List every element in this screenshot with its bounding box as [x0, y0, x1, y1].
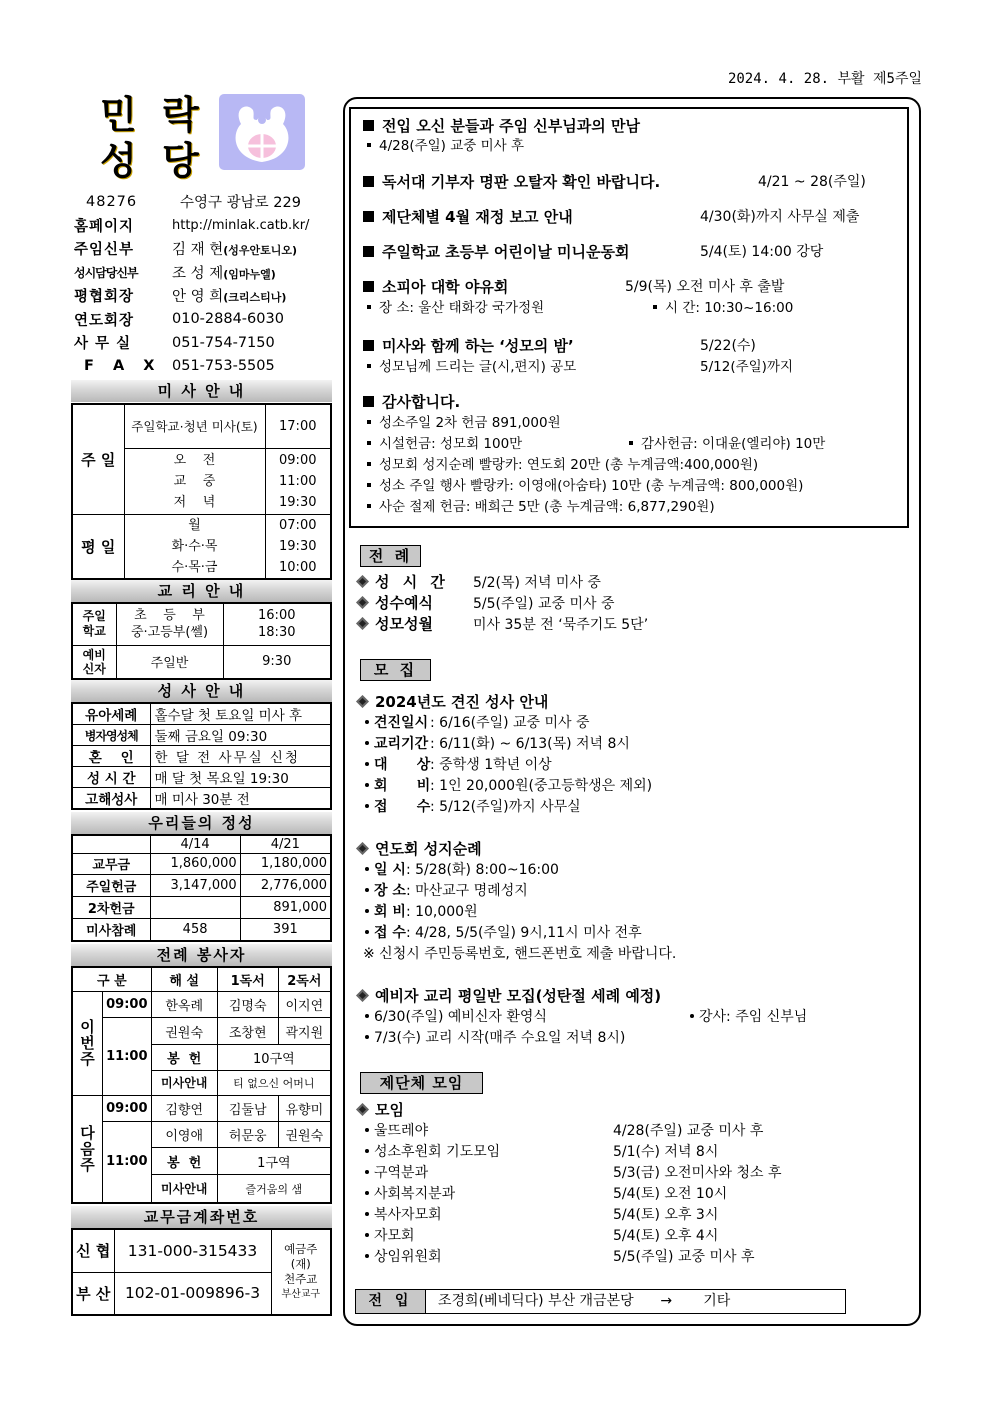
sacrament-row: 혼 인 한 달 전 사무실 신청 [72, 746, 331, 767]
announcement: 전입 오신 분들과 주임 신부님과의 만남 [363, 116, 899, 137]
offering-row: 주일헌금 3,147,000 2,776,000 [72, 875, 331, 897]
parish-title-line1: 민 락 [100, 92, 205, 137]
sat-mass-time: 17:00 [265, 404, 331, 448]
announcement: 독서대 기부자 명판 오탈자 확인 바랍니다. 4/21 ~ 28(주일) [363, 172, 899, 193]
weekday-mass-names: 월 화·수·목 수·목·금 [124, 514, 265, 579]
recruit-tag: 모 집 [360, 659, 431, 681]
liturgy-item: 성수예식 5/5(주일) 교중 미사 중 [355, 593, 905, 614]
confirmation-section: 2024년도 견진 성사 안내 견진일시 : 6/16(주일) 교중 미사 중 교리기간 : 6/11(화) ~ 6/13(목) 저녁 8시 대 상: 중학생 1학년 이상 회 비: 1인 20,000원(중고등학생은 제외) 접 수: 5/12(주일)까지 사무실 [355, 692, 905, 818]
sat-mass-name: 주일학교·청년 미사(토) [124, 404, 265, 448]
catechumen-label: 예비신자 [72, 645, 116, 679]
group-item: 사회복지분과 5/4(토) 오전 10시 [355, 1184, 905, 1205]
announcement: 제단체별 4월 재정 보고 안내 4/30(화)까지 사무실 제출 [363, 207, 899, 228]
school-names: 초 등 부 중·고등부(쎌) [116, 603, 223, 645]
liturgy-section [355, 572, 905, 635]
servers-table: 구 분 해 설 1독서 2독서 이번주 09:00 한옥례 김명숙 이지연 11:00 권원숙 조창현 곽지원 봉 헌 10구역 미사안내 티 없으신 어머니 다음주 09:00 김향연 김둘남 유향미 11:00 이영애 허문웅 권원숙 봉 헌 1구역 미사안내 즐거움의 샘 [71, 966, 332, 1204]
announcement: 미사와 함께 하는 ‘성모의 밤’ 5/22(수) [363, 336, 899, 357]
info-row: 평협회장 안 영 희(크리스티나) [74, 289, 287, 306]
announcement: 주일학교 초등부 어린이날 미니운동회 5/4(토) 14:00 강당 [363, 242, 899, 263]
confirmation-item: 회 비: 1인 20,000원(중고등학생은 제외) [355, 776, 905, 797]
offerings-table [71, 834, 332, 942]
catechumen-class: 주일반 [116, 645, 223, 679]
mass-table [71, 403, 332, 580]
sunday-mass-times: 09:00 11:00 19:30 [265, 448, 331, 514]
confirmation-item: 교리기간 : 6/11(화) ~ 6/13(목) 저녁 8시 [355, 734, 905, 755]
sunday-mass-names: 오 전 교 중 저 녁 [124, 448, 265, 514]
info-row: 48276 수영구 광남로 229 [86, 193, 301, 212]
group-item: 상임위원회 5/5(주일) 교중 미사 후 [355, 1247, 905, 1268]
parish-info [74, 190, 336, 378]
confirmation-item: 대 상: 중학생 1학년 이상 [355, 755, 905, 776]
sacrament-row: 병자영성체 둘째 금요일 09:30 [72, 725, 331, 746]
servers-header-row: 구 분 해 설 1독서 2독서 [72, 967, 331, 991]
group-item: 구역분과 5/3(금) 오전미사와 청소 후 [355, 1163, 905, 1184]
catechumen-section: 예비자 교리 평일반 모집(성탄절 세례 예정) 6/30(주일) 예비신자 환영식 강사: 주임 신부님 7/3(수) 교리 시작(매주 수요일 저녁 8시) [355, 986, 905, 1049]
pilgrimage-item: 접 수: 4/28, 5/5(주일) 9시,11시 미사 전후 [355, 923, 905, 944]
sunday-label: 주 일 [72, 404, 124, 514]
sacrament-row: 고해성사 매 미사 30분 전 [72, 788, 331, 810]
announcement: 소피아 대학 야유회 5/9(목) 오전 미사 후 출발 [363, 277, 899, 298]
offering-date: 4/14 [150, 835, 240, 853]
confirmation-item: 견진일시 : 6/16(주일) 교중 미사 중 [355, 713, 905, 734]
parish-title-line2: 성 당 [100, 138, 205, 183]
info-row: 홈페이지 http://minlak.catb.kr/ [74, 214, 336, 238]
accounts-table [71, 1228, 332, 1316]
school-times: 16:00 18:30 [223, 603, 331, 645]
account-number[interactable]: 131-000-315433 [114, 1229, 271, 1272]
catechism-header: 교 리 안 내 [71, 580, 332, 602]
announcement: 감사합니다. [363, 392, 899, 413]
group-item: 복사자모회 5/4(토) 오후 3시 [355, 1205, 905, 1226]
liturgy-item: 성 시 간 5/2(목) 저녁 미사 중 [355, 572, 905, 593]
next-week-label: 다음주 [72, 1095, 102, 1203]
sacrament-row: 성 시 간 매 달 첫 목요일 19:30 [72, 767, 331, 788]
parish-logo-icon [219, 94, 305, 170]
sacraments-header: 성 사 안 내 [71, 680, 332, 702]
groups-tag: 제단체 모임 [360, 1072, 483, 1094]
homepage-link[interactable]: http://minlak.catb.kr/ [172, 217, 310, 233]
account-row: 부 산 102-01-009896-3 [72, 1272, 331, 1315]
transfer-label: 전 입 [356, 1290, 426, 1313]
account-row: 신 협 131-000-315433 예금주 (재) 천주교 부산교구 [72, 1229, 331, 1272]
info-row: 성시담당신부 조 성 제(임마누엘) [74, 265, 276, 282]
catechumen-time: 9:30 [223, 645, 331, 679]
info-row: 사 무 실 051-754-7150 [74, 334, 275, 353]
parish-title [100, 92, 205, 184]
catechism-table [71, 602, 332, 680]
mass-header: 미 사 안 내 [71, 380, 332, 402]
info-row: 연도회장 010-2884-6030 [74, 311, 284, 329]
weekday-mass-times: 07:00 19:30 10:00 [265, 514, 331, 579]
offering-row: 2차헌금 891,000 [72, 897, 331, 919]
sacraments-table [71, 702, 332, 810]
account-number[interactable]: 102-01-009896-3 [114, 1272, 271, 1315]
sacrament-row: 유아세례 홀수달 첫 토요일 미사 후 [72, 703, 331, 725]
pilgrimage-note: ※ 신청시 주민등록번호, 핸드폰번호 제출 바랍니다. [363, 946, 677, 962]
group-item: 울뜨레야 4/28(주일) 교중 미사 후 [355, 1121, 905, 1142]
sunday-school-label: 주일학교 [72, 603, 116, 645]
bulletin-date: 2024. 4. 28. 부활 제5주일 [727, 71, 922, 87]
info-row: F A X 051-753-5505 [84, 358, 275, 375]
servers-header: 전례 봉사자 [71, 944, 332, 966]
liturgy-item: 성모성월 미사 35분 전 ‘묵주기도 5단’ [355, 614, 905, 635]
pilgrimage-item: 장 소: 마산교구 명례성지 [355, 881, 905, 902]
confirmation-item: 접 수: 5/12(주일)까지 사무실 [355, 797, 905, 818]
offering-row: 교무금 1,860,000 1,180,000 [72, 853, 331, 875]
pilgrimage-item: 회 비: 10,000원 [355, 902, 905, 923]
group-item: 자모회 5/4(토) 오후 4시 [355, 1226, 905, 1247]
group-item: 성소후원회 기도모임 5/1(수) 저녁 8시 [355, 1142, 905, 1163]
liturgy-tag: 전 례 [360, 545, 421, 567]
pilgrimage-section: 연도회 성지순례 일 시: 5/28(화) 8:00~16:00 장 소: 마산교구 명례성지 회 비: 10,000원 접 수: 4/28, 5/5(주일) 9시,11시 미사 전후 ※ 신청시 주민등록번호, 핸드폰번호 제출 바랍니다. [355, 839, 905, 965]
weekday-label: 평 일 [72, 514, 124, 579]
pilgrimage-item: 일 시: 5/28(화) 8:00~16:00 [355, 860, 905, 881]
accounts-header: 교무금계좌번호 [71, 1206, 332, 1228]
info-row: 주임신부 김 재 현(성우안토니오) [74, 242, 298, 259]
offerings-header: 우리들의 정성 [71, 812, 332, 834]
offering-row: 미사참례 458 391 [72, 919, 331, 941]
groups-section: 모임 울뜨레야 4/28(주일) 교중 미사 후 성소후원회 기도모임 5/1(수) 저녁 8시 구역분과 5/3(금) 오전미사와 청소 후 사회복지분과 5/4(토) 오전 10시 복사자모회 5/4(토) 오후 3시 자모회 5/4(토) 오후 4시 상임위원회 5/5(주일) 교중 미사 후 [355, 1100, 905, 1268]
account-holder: 예금주 (재) 천주교 부산교구 [271, 1229, 331, 1315]
this-week-label: 이번주 [72, 991, 102, 1095]
offering-date: 4/21 [240, 835, 331, 853]
transfer-text: 조경희(베네딕다) 부산 개금본당 → 기타 [438, 1293, 731, 1309]
transfer-box [355, 1289, 846, 1314]
announcements-box: 전입 오신 분들과 주임 신부님과의 만남 4/28(주일) 교중 미사 후 독서대 기부자 명판 오탈자 확인 바랍니다. 4/21 ~ 28(주일) 제단체별 4월 재정 보고 안내 4/30(화)까지 사무실 제출 주일학교 초등부 어린이날 미니운동회 5/4(토) 14:00 강당 소피아 대학 야유회 5/9(목) 오전 미사 후 출발 장 소: 울산 태화강 국가정원 시 간: 10:30~16:00 미사와 함께 하는 ‘성모의 밤’ 5/22(수) 성모님께 드리는 글(시,편지) 공모 5/12(주일)까지 감사합니다. 성소주일 2차 헌금 891,000원 시설헌금: 성모회 100만 감사헌금: 이대윤(엘리야) 10만 성모회 성지순례 빨랑카: 연도회 20만 (총 누계금액:400,000원) 성소 주일 행사 빨랑카: 이영애(아숨타) 10만 (총 누계금액: 800,000원) 사순 절제 헌금: 배희근 5만 (총 누계금액: 6,877,290원) [349, 107, 909, 528]
